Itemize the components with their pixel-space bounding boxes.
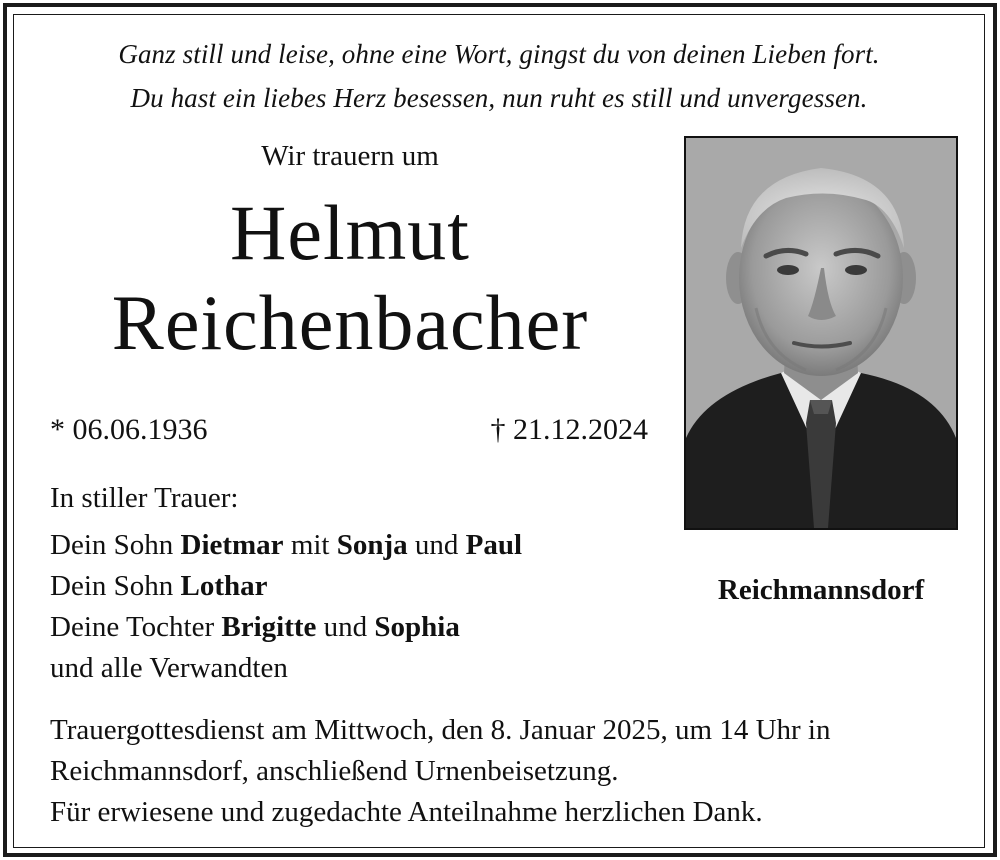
- death-date: † 21.12.2024: [490, 413, 648, 446]
- family-heading: In stiller Trauer:: [50, 482, 239, 514]
- family-line-3-prefix: Deine Tochter: [50, 611, 222, 643]
- family-line-2-name-1: Lothar: [180, 570, 268, 602]
- first-name: Helmut: [230, 189, 470, 276]
- birth-date: * 06.06.1936: [50, 413, 208, 446]
- poem-line-2: Du hast ein liebes Herz besessen, nun ruht es still und unvergessen.: [130, 83, 868, 113]
- family-list: [50, 478, 522, 689]
- family-line-1-mid: mit: [283, 529, 337, 561]
- town-name: Reichmannsdorf: [717, 574, 925, 606]
- family-line-2-prefix: Dein Sohn: [50, 570, 181, 602]
- family-line-1-name-1: Dietmar: [180, 529, 284, 561]
- family-line-1-prefix: Dein Sohn: [50, 529, 181, 561]
- family-line-1-name-3: Paul: [465, 529, 523, 561]
- family-line-1-mid-2: und: [407, 529, 466, 561]
- last-name: Reichenbacher: [111, 279, 589, 366]
- service-info: [50, 710, 831, 833]
- poem: [14, 32, 984, 120]
- family-line-3-mid: und: [316, 611, 375, 643]
- relatives-line: und alle Verwandten: [50, 652, 288, 684]
- family-line-3: [50, 607, 522, 648]
- service-line-3: Für erwiesene und zugedachte Anteilnahme herzlichen Dank.: [50, 796, 763, 828]
- family-line-1: [50, 525, 522, 566]
- family-line-3-name-2: Sophia: [374, 611, 460, 643]
- poem-line-1: Ganz still und leise, ohne eine Wort, gingst du von deinen Lieben fort.: [118, 39, 880, 69]
- family-line-3-name-1: Brigitte: [221, 611, 317, 643]
- family-line-1-name-2: Sonja: [336, 529, 408, 561]
- portrait-photo-icon: [684, 136, 958, 530]
- portrait-illustration: [686, 138, 956, 528]
- family-line-2: [50, 566, 522, 607]
- service-line-2: Reichmannsdorf, anschließend Urnenbeisetzung.: [50, 755, 619, 787]
- service-line-1: Trauergottesdienst am Mittwoch, den 8. Januar 2025, um 14 Uhr in: [50, 714, 831, 746]
- deceased-name: [40, 188, 660, 368]
- mourning-line: Wir trauern um: [261, 140, 439, 172]
